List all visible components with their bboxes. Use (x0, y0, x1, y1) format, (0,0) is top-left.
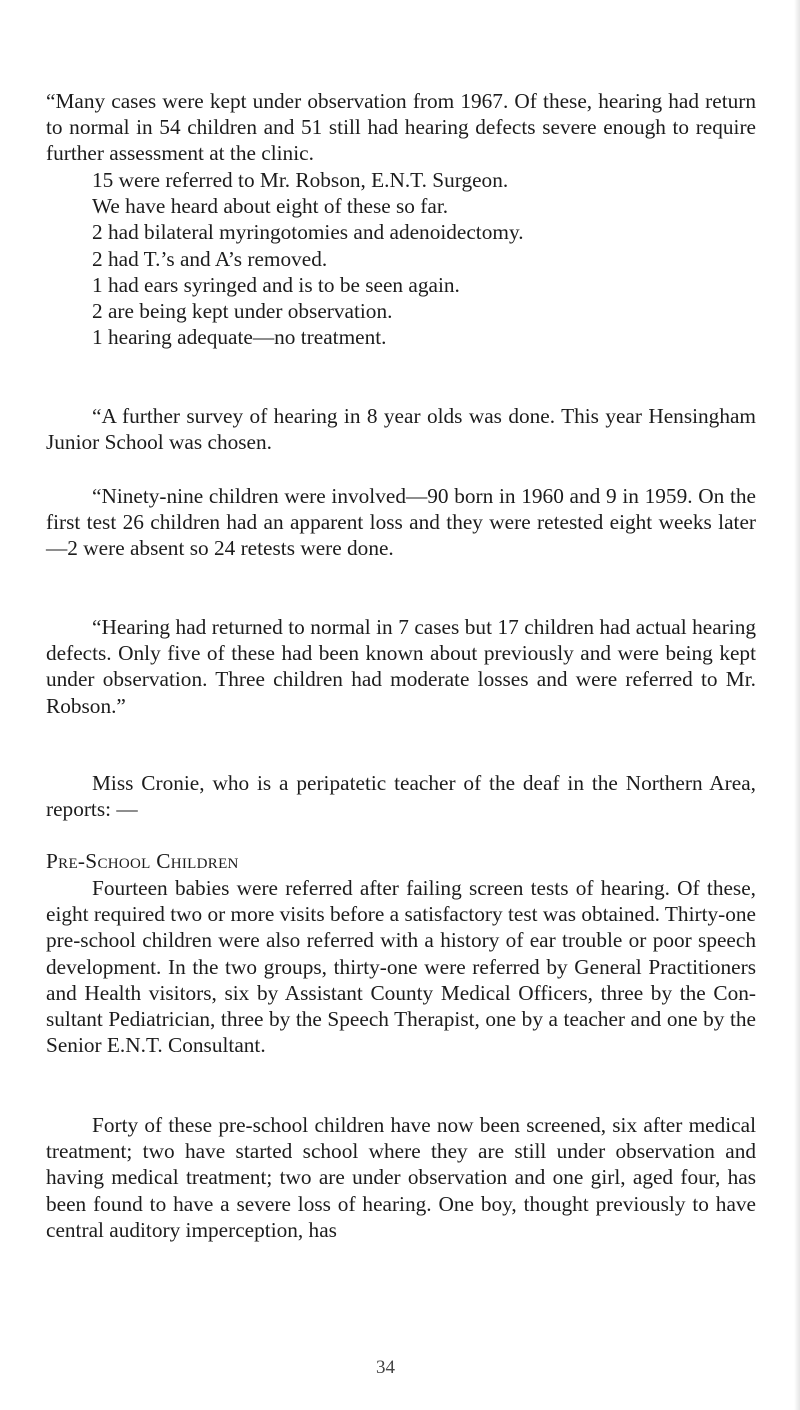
paragraph-fourteen-babies: Fourteen babies were referred after failing screen tests of hearing. Of these, eight required two or more visits before a satisfactory test was obtained. Thirty-one pre-school children were also referred with a history of ear trouble or poor speech development. In the two groups, thirty-one were referred by General Practitioners and Health visitors, six by Assistant County Medical Officers, three by the Con-sultant Pediatrician, three by the Speech Therapist, one by a teacher and one by the Senior E.N.T. Consultant. (46, 876, 756, 1058)
page-number: 34 (376, 1357, 395, 1378)
list-item: 15 were referred to Mr. Robson, E.N.T. Surgeon. (92, 168, 509, 192)
paragraph-miss-cronie: Miss Cronie, who is a peripatetic teacher of the deaf in the Northern Area, reports: — (46, 771, 756, 822)
paragraph-forty-children: Forty of these pre-school children have now been screened, six after medical treatment; two have started school where they are still under observation and having medical treatment; two are under observation and one girl, aged four, has been found to have a severe loss of hearing. One boy, thought previously to have central auditory imperception, has (46, 1113, 756, 1242)
section-heading: Pre-School Children (46, 849, 239, 873)
paragraph-observation-1967: “Many cases were kept under observation from 1967. Of these, hearing had return to normal in 54 children and 51 still had hearing defects severe enough to require further assessment at the clinic. (46, 89, 756, 166)
list-item: 2 had T.’s and A’s removed. (92, 246, 328, 271)
paragraph-ninety-nine-children: “Ninety-nine children were involved—90 born in 1960 and 9 in 1959. On the first test 26 children had an apparent loss and they were retested eight weeks later—2 were absent so 24 retests were done. (46, 484, 756, 561)
paragraph-hearing-returned: “Hearing had returned to normal in 7 cases but 17 children had actual hearing defects. Only five of these had been known about previously and were being kept under observation. Three children had moderate losses and were referred to Mr. Robson.” (46, 615, 756, 718)
referral-outcomes-list (46, 167, 756, 357)
list-item: 2 are being kept under observation. (92, 299, 393, 324)
list-item: 1 hearing adequate—no treatment. (92, 325, 387, 350)
paragraph-survey-8-year-olds: “A further survey of hearing in 8 year olds was done. This year Hensingham Junior School was chosen. (46, 404, 756, 455)
page-edge-shadow (794, 0, 800, 1410)
list-item: We have heard about eight of these so far. (92, 194, 449, 219)
list-item: 1 had ears syringed and is to be seen again. (92, 272, 460, 297)
list-item: 2 had bilateral myringotomies and adenoidectomy. (92, 220, 524, 245)
